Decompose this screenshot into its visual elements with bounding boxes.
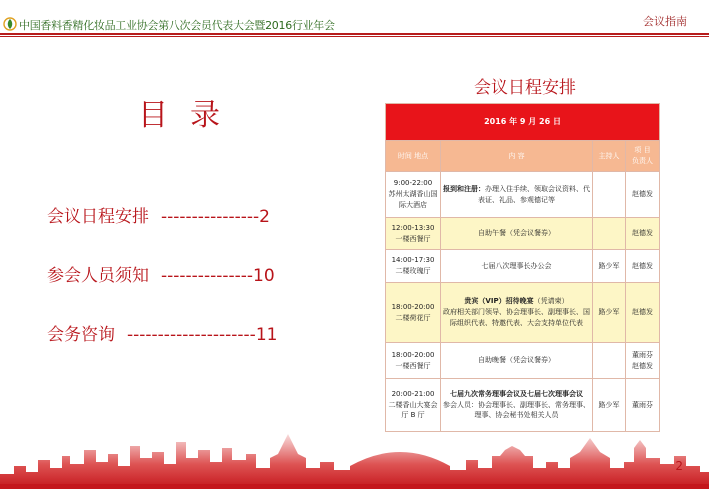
row-content [441, 283, 593, 343]
header-section-label: 会议指南 [643, 15, 687, 28]
schedule-date-row [386, 104, 660, 141]
toc-item-leader: --------------------- [127, 325, 256, 345]
row-time: 18:00-20:00 [391, 302, 435, 311]
schedule-header-row [386, 141, 660, 172]
table-row [386, 379, 660, 432]
row-content-text: 参会人员：协会理事长、副理事长、常务理事、理事、协会秘书处相关人员 [443, 400, 590, 420]
toc-item-leader: --------------- [161, 266, 254, 286]
row-owner: 赵德发 [626, 218, 660, 250]
row-time: 12:00-13:30 [391, 223, 435, 232]
row-place: 二楼荷花厅 [395, 313, 431, 322]
row-content-suffix: （凭请柬） [533, 297, 569, 306]
row-place: 一楼西餐厅 [395, 234, 431, 243]
page-number: 2 [675, 459, 683, 473]
row-time: 20:00-21:00 [391, 389, 435, 398]
header-owner-line2: 负责人 [632, 157, 653, 165]
header-owner [626, 141, 660, 172]
toc-item-label: 参会人员须知 [47, 266, 149, 286]
schedule-title: 会议日程安排 [474, 78, 576, 98]
row-content: 七届八次理事长办公会 [441, 250, 593, 283]
row-place: 二楼香山大宴会厅 B 厅 [388, 400, 438, 420]
row-content-bold: 报到和注册： [443, 184, 485, 193]
row-time: 14:00-17:30 [391, 256, 435, 265]
toc-item-page: 10 [253, 266, 275, 286]
row-host: 路少军 [593, 250, 626, 283]
row-time: 18:00-20:00 [391, 350, 435, 359]
row-time-place [386, 172, 441, 218]
toc-item-label: 会务咨询 [47, 325, 115, 345]
table-row [386, 250, 660, 283]
toc-title: 目录 [138, 98, 242, 133]
header-owner-line1: 项 目 [634, 146, 651, 155]
table-row [386, 172, 660, 218]
association-logo-icon [3, 17, 17, 31]
row-owner: 董雨芬 [626, 379, 660, 432]
row-time: 9:00-22:00 [393, 179, 433, 188]
row-content [441, 379, 593, 432]
header-rule-thin [0, 36, 709, 37]
header-time-place: 时间 地点 [386, 141, 441, 172]
row-place: 一楼西餐厅 [395, 361, 431, 370]
toc-item-page: 2 [259, 207, 270, 227]
toc-item-leader: ---------------- [161, 207, 260, 227]
toc-item-consult[interactable] [47, 320, 277, 345]
row-place: 二楼玫瑰厅 [395, 267, 431, 275]
row-host [593, 172, 626, 218]
row-time-place [386, 379, 441, 432]
table-row [386, 283, 660, 343]
row-time-place [386, 343, 441, 379]
row-host [593, 218, 626, 250]
row-owner: 赵德发 [626, 283, 660, 343]
header-rule [0, 33, 709, 35]
row-content [441, 172, 593, 218]
row-host [593, 343, 626, 379]
row-content-text: 政府相关部门领导、协会理事长、副理事长、国际组织代表、特邀代表、大会支持单位代表 [443, 308, 590, 327]
header-host: 主持人 [593, 141, 626, 172]
row-place: 苏州太湖香山国际大酒店 [388, 190, 438, 209]
header-content: 内 容 [441, 141, 593, 172]
page-header [0, 0, 709, 40]
toc-item-page: 11 [255, 325, 278, 345]
row-content-bold: 七届九次常务理事会议及七届七次理事会议 [450, 389, 583, 398]
toc-item-label: 会议日程安排 [47, 207, 149, 227]
city-skyline-illustration [0, 428, 709, 489]
row-owner: 赵德发 [626, 250, 660, 283]
schedule-date: 2016 年 9 月 26 日 [386, 104, 660, 141]
toc-item-schedule[interactable] [47, 202, 270, 227]
row-owner [626, 343, 660, 379]
header-title: 中国香料香精化妆品工业协会第八次会员代表大会暨2016行业年会 [19, 19, 335, 32]
schedule-table [385, 103, 660, 432]
row-host: 路少军 [593, 379, 626, 432]
row-time-place [386, 250, 441, 283]
row-content-bold: 贵宾（VIP）招待晚宴 [464, 297, 534, 306]
row-owner-line1: 董雨芬 [632, 350, 653, 359]
row-owner: 赵德发 [626, 172, 660, 218]
row-content: 自助晚餐（凭会议餐券） [441, 343, 593, 379]
row-owner-line2: 赵德发 [632, 361, 653, 370]
row-content: 自助午餐（凭会议餐券） [441, 218, 593, 250]
table-row [386, 343, 660, 379]
row-host: 路少军 [593, 283, 626, 343]
row-time-place [386, 218, 441, 250]
row-content-text: 办理入住手续、领取会议资料、代表证、礼品、参观德记等 [478, 184, 590, 204]
row-time-place [386, 283, 441, 343]
toc-item-notice[interactable] [47, 261, 275, 286]
table-row [386, 218, 660, 250]
